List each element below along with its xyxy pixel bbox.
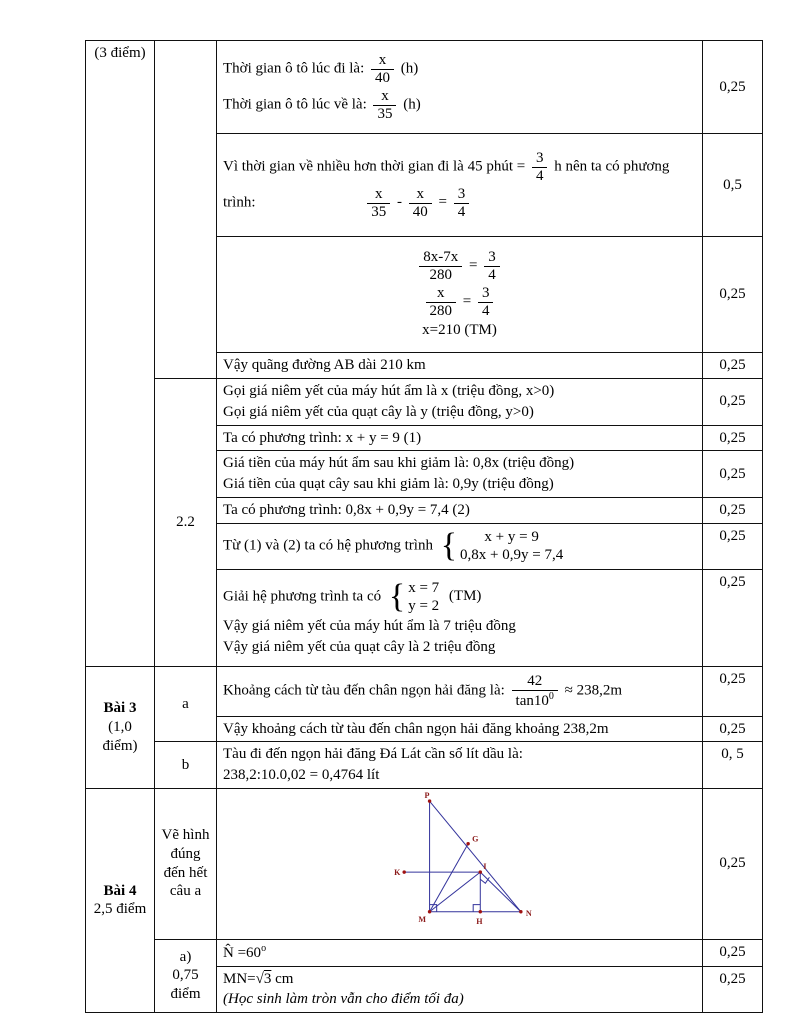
- points-cell: 0,25: [703, 379, 763, 426]
- fraction: $\frac{3}{4}$: [478, 285, 494, 319]
- equation-system: [441, 528, 564, 564]
- fraction-numerator: 3: [532, 150, 548, 168]
- point-label-M: M: [417, 914, 426, 924]
- fraction: [532, 150, 548, 184]
- solution-cell: [217, 353, 703, 379]
- fraction-denominator: 35: [377, 105, 393, 122]
- table-row: [86, 41, 763, 134]
- solution-line: [223, 150, 696, 184]
- solution-cell: [217, 41, 703, 134]
- sub-problem-3b-label: b: [155, 742, 217, 789]
- points-cell: 0,25: [703, 425, 763, 451]
- problem-title: Bài 3: [103, 700, 137, 716]
- solution-line: [223, 579, 696, 615]
- angle-symbol: N̂: [223, 944, 234, 961]
- fraction: [371, 52, 394, 86]
- text-run: (TM): [448, 588, 482, 605]
- sub-points: 0,75 điểm: [170, 967, 201, 1003]
- problem-4-label: [86, 788, 155, 1012]
- brace-symbol: {: [440, 526, 458, 564]
- solution-line: [223, 673, 696, 709]
- text-run: =60: [233, 944, 262, 961]
- conclusion-text: Vậy giá niêm yết của quạt cây là 2 triệu đồng: [223, 638, 496, 655]
- solution-cell: [217, 939, 703, 966]
- points-cell: 0,25: [703, 666, 763, 716]
- triangle-figure-svg: [360, 790, 560, 932]
- points-cell: 0,25: [703, 788, 763, 939]
- point-label-I: I: [482, 861, 486, 871]
- solution-line: [223, 186, 696, 220]
- problem-points: (1,0 điểm): [102, 718, 138, 754]
- conclusion-text: Vậy quãng đường AB dài 210 km: [223, 357, 426, 374]
- table-row: [86, 379, 763, 426]
- figure-cell: [217, 788, 703, 939]
- solution-line: Giá tiền của quạt cây sau khi giảm là: 0,9y (triệu đồng): [223, 476, 554, 492]
- solution-line: [223, 943, 696, 963]
- sub-problem-2-1-cell: [155, 41, 217, 379]
- points-cell: 0,25: [703, 41, 763, 134]
- points-cell: 0,25: [703, 451, 763, 498]
- fraction-numerator: x: [373, 88, 396, 106]
- point-label-H: H: [475, 916, 483, 926]
- solution-line: [223, 970, 696, 989]
- fraction-denominator: 40: [375, 69, 390, 86]
- point-label-K: K: [393, 867, 400, 877]
- operator: -: [397, 194, 402, 211]
- fraction-denominator: 4: [535, 167, 544, 184]
- fraction: [373, 88, 396, 122]
- solution-line: Ta có phương trình: 0,8x + 0,9y = 7,4 (2): [223, 501, 470, 518]
- fraction: $\frac{3}{4}$: [454, 186, 470, 220]
- answer-key-table: [85, 40, 763, 1013]
- points-cell: 0,25: [703, 939, 763, 966]
- fraction: $\frac{3}{4}$: [484, 249, 500, 283]
- solution-line: Ta có phương trình: x + y = 9 (1): [223, 429, 422, 446]
- operator: =: [438, 194, 447, 211]
- fraction: $\frac{x}{280}$: [426, 285, 457, 319]
- text-run: cm: [271, 970, 294, 987]
- text-run: Giải hệ phương trình ta có: [223, 588, 382, 605]
- table-row: [86, 742, 763, 789]
- problem-3-label: [86, 666, 155, 788]
- points-cell: 0,25: [703, 966, 763, 1013]
- conclusion-text: Vậy giá niêm yết của máy hút ẩm là 7 triệu đồng: [223, 617, 516, 634]
- solution-cell: [217, 425, 703, 451]
- sqrt-symbol: √: [255, 970, 264, 987]
- text-run: Từ (1) và (2) ta có hệ phương trình: [223, 537, 433, 554]
- brace-symbol: {: [388, 577, 406, 615]
- sub-problem-4a-label: [155, 939, 217, 1013]
- equation: [364, 186, 472, 220]
- solution-cell: [217, 379, 703, 426]
- points-cell: 0,25: [703, 497, 763, 523]
- fraction: $\frac{x}{40}$: [409, 186, 432, 220]
- equation-result: x=210 (TM): [422, 322, 497, 339]
- points-cell: 0, 5: [703, 742, 763, 789]
- solution-cell: [217, 966, 703, 1013]
- equation: [223, 249, 696, 283]
- degree-superscript: o: [261, 942, 267, 954]
- operator: =: [462, 293, 472, 310]
- table-row: [86, 939, 763, 966]
- table-row: [86, 788, 763, 939]
- geometry-figure: [223, 790, 696, 938]
- system-equations: x + y = 9 0,8x + 0,9y = 7,4: [460, 529, 564, 563]
- solution-line: Gọi giá niêm yết của máy hút ẩm là x (triệu đồng, x>0): [223, 383, 555, 399]
- solution-cell: [217, 523, 703, 569]
- radicand: 3: [263, 970, 272, 987]
- text-run: trình:: [223, 194, 256, 211]
- fraction-denominator: $\tan 10^0$: [515, 690, 554, 709]
- solution-cell: [217, 742, 703, 789]
- solution-line: 238,2:10.0,02 = 0,4764 lít: [223, 767, 380, 783]
- sub-label: a): [179, 948, 192, 965]
- text-run: Thời gian ô tô lúc đi là:: [223, 60, 365, 77]
- text-run: (h): [400, 60, 419, 77]
- equation: [223, 285, 696, 319]
- operator: =: [469, 257, 478, 274]
- sub-problem-3a-label: a: [155, 666, 217, 742]
- solution-cell: [217, 716, 703, 742]
- fraction: $\frac{8x-7x}{280}$: [419, 249, 462, 283]
- solution-cell: [217, 451, 703, 498]
- solution-cell: [217, 569, 703, 666]
- problem-points: 2,5 điểm: [93, 901, 147, 918]
- fraction-numerator: x: [371, 52, 394, 70]
- point-label-N: N: [525, 908, 532, 918]
- drawing-requirement-label: Vẽ hình đúng đến hết câu a: [155, 788, 217, 939]
- text-run: Thời gian ô tô lúc về là:: [223, 96, 367, 113]
- system-equations: x = 7 y = 2: [408, 579, 440, 614]
- solution-line: [223, 52, 696, 86]
- sub-problem-2-2-label: 2.2: [155, 379, 217, 667]
- solution-line: [223, 88, 696, 122]
- solution-line: Tàu đi đến ngọn hải đăng Đá Lát cần số lít dầu là:: [223, 746, 523, 763]
- text-run: h nên ta có phương: [554, 158, 670, 175]
- points-cell: 0,5: [703, 134, 763, 237]
- solution-cell: [217, 497, 703, 523]
- superscript: 0: [548, 690, 554, 702]
- solution-cell: [217, 666, 703, 716]
- points-cell: 0,25: [703, 353, 763, 379]
- solution-cell: [217, 134, 703, 237]
- point-label-P: P: [424, 790, 429, 800]
- text-run: Vì thời gian về nhiều hơn thời gian đi là 45 phút =: [223, 158, 526, 175]
- solution-line: Gọi giá niêm yết của quạt cây là y (triệu đồng, y>0): [223, 403, 534, 420]
- problem-2-points-label: (3 điểm): [86, 41, 155, 667]
- points-cell: 0,25: [703, 523, 763, 569]
- fraction: $\frac{x}{35}$: [367, 186, 390, 220]
- points-cell: 0,25: [703, 237, 763, 353]
- text-run: ≈ 238,2m: [564, 682, 623, 699]
- text-run: Khoảng cách từ tàu đến chân ngọn hải đăng là:: [223, 682, 505, 699]
- points-cell: 0,25: [703, 569, 763, 666]
- solution-line: Giá tiền của máy hút ẩm sau khi giảm là: 0,8x (triệu đồng): [223, 455, 575, 472]
- solution-cell: [217, 237, 703, 353]
- equation-system: [389, 579, 439, 615]
- points-cell: 0,25: [703, 716, 763, 742]
- table-row: [86, 666, 763, 716]
- grading-note: (Học sinh làm tròn vẫn cho điểm tối đa): [223, 991, 464, 1008]
- conclusion-text: Vậy khoảng cách từ tàu đến chân ngọn hải đăng khoảng 238,2m: [223, 720, 609, 737]
- text-run: (h): [403, 96, 421, 113]
- text-run: MN=: [223, 970, 256, 987]
- point-label-G: G: [471, 834, 478, 844]
- problem-title: Bài 4: [103, 882, 137, 899]
- fraction: $\frac{42}{\tan 10^0}$: [512, 673, 558, 709]
- solution-line: [223, 528, 696, 564]
